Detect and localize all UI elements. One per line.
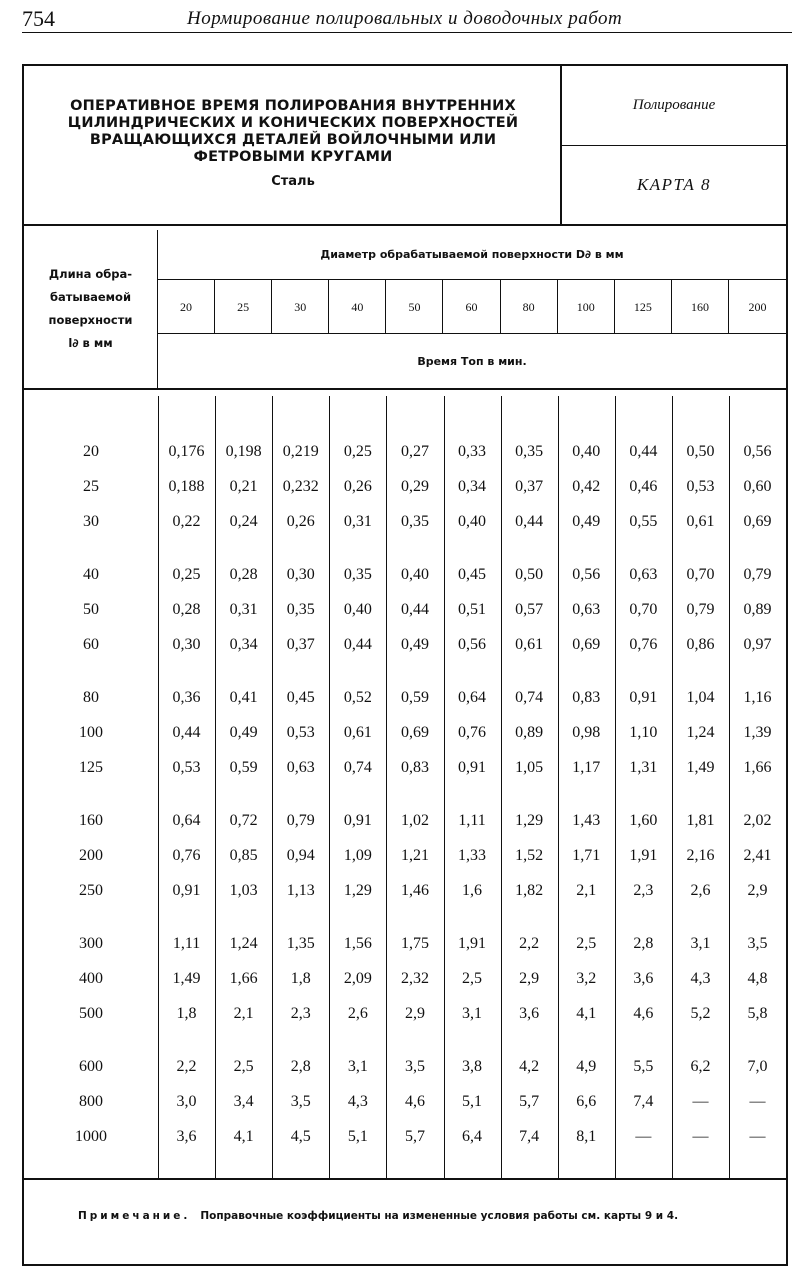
time-cell: 5,1	[462, 1093, 483, 1111]
time-cell: 2,1	[233, 1005, 254, 1023]
time-cell: 2,3	[290, 1005, 311, 1023]
row-length: 300	[79, 934, 103, 952]
time-cell: 0,83	[400, 759, 429, 777]
row-length: 100	[79, 723, 103, 741]
time-cell: 8,1	[576, 1128, 597, 1146]
table-row	[24, 751, 786, 786]
time-cell: 1,81	[686, 811, 715, 829]
diameter-header: Диаметр обрабатываемой поверхности D∂ в мм	[158, 230, 786, 280]
time-cell: 1,39	[743, 723, 772, 741]
time-cell: 1,11	[172, 934, 201, 952]
time-header: Время Tоп в мин.	[417, 354, 527, 368]
time-cell: 3,0	[176, 1093, 197, 1111]
time-cell: 0,70	[629, 600, 658, 618]
time-cell: 2,02	[743, 811, 772, 829]
time-cell: 0,98	[572, 723, 601, 741]
time-cell: 3,4	[233, 1093, 254, 1111]
table-row	[24, 628, 786, 663]
time-cell: 0,83	[572, 688, 601, 706]
row-length: 40	[83, 565, 99, 583]
diameter-col-header: 20	[158, 280, 215, 334]
time-cell: 1,8	[290, 970, 311, 988]
time-cell: 0,35	[343, 565, 372, 583]
diameter-col-header: 60	[444, 280, 501, 334]
time-cell: 1,21	[400, 847, 429, 864]
material-label: Сталь	[271, 174, 315, 189]
time-cell: 1,05	[515, 759, 544, 777]
time-cell: —	[692, 1128, 709, 1146]
time-cell: 2,6	[347, 1005, 368, 1023]
time-cell: 0,34	[229, 636, 258, 653]
table-row	[24, 997, 786, 1032]
time-cell: 0,21	[229, 477, 258, 495]
time-cell: 0,49	[400, 636, 429, 653]
table-row	[24, 434, 786, 469]
time-cell: 0,37	[286, 636, 315, 653]
table-row	[24, 839, 786, 874]
time-cell: 2,9	[404, 1005, 425, 1023]
time-cell: 1,04	[686, 688, 715, 706]
time-cell: 1,52	[515, 847, 544, 864]
time-cell: 5,7	[519, 1093, 540, 1111]
time-cell: 2,6	[690, 882, 711, 900]
time-cell: 1,43	[572, 811, 601, 829]
time-cell: 2,8	[633, 934, 654, 952]
row-length: 400	[79, 970, 103, 988]
time-cell: 5,5	[633, 1058, 654, 1075]
time-cell: 0,35	[286, 600, 315, 618]
card-title: ОПЕРАТИВНОЕ ВРЕМЯ ПОЛИРОВАНИЯ ВНУТРЕННИХ ЦИЛИНДРИЧЕСКИХ И КОНИЧЕСКИХ ПОВЕРХНОСТЕЙ ВРАЩАЮЩИХСЯ ДЕТАЛЕЙ ВОЙЛОЧНЫМИ ИЛИ ФЕТРОВЫМИ КРУГАМИ	[67, 98, 519, 165]
time-cell: 0,89	[515, 723, 544, 741]
row-length: 80	[83, 688, 99, 706]
time-cell: 0,35	[400, 512, 429, 530]
time-cell: 4,6	[633, 1005, 654, 1023]
time-cell: 0,91	[343, 811, 372, 829]
time-cell: 0,56	[743, 442, 772, 460]
time-cell: 3,5	[747, 934, 768, 952]
table-row	[24, 803, 786, 838]
time-cell: 0,63	[286, 759, 315, 777]
time-cell: 3,8	[462, 1058, 483, 1075]
length-column-header: Длина обра- батываемой поверхности l∂ в мм	[24, 230, 158, 388]
time-cell: 0,56	[458, 636, 487, 653]
time-cell: 0,59	[229, 759, 258, 777]
time-cell: 2,8	[290, 1058, 311, 1075]
time-cell: 0,44	[172, 723, 201, 741]
time-cell: 4,1	[576, 1005, 597, 1023]
time-cell: 2,9	[519, 970, 540, 988]
diameter-col-header: 30	[272, 280, 329, 334]
row-length: 250	[79, 882, 103, 900]
time-cell: 0,49	[229, 723, 258, 741]
row-length: 30	[83, 512, 99, 530]
time-cell: 0,53	[172, 759, 201, 777]
time-cell: 0,91	[629, 688, 658, 706]
time-cell: 4,6	[404, 1093, 425, 1111]
time-cell: 0,74	[343, 759, 372, 777]
time-cell: 2,2	[519, 934, 540, 952]
time-cell: 0,59	[400, 688, 429, 706]
time-cell: 0,44	[629, 442, 658, 460]
time-cell: 0,30	[286, 565, 315, 583]
time-cell: 3,1	[347, 1058, 368, 1075]
table-row	[24, 504, 786, 539]
time-cell: 1,49	[172, 970, 201, 988]
time-cell: 7,0	[747, 1058, 768, 1075]
time-cell: 1,75	[400, 934, 429, 952]
time-cell: 0,52	[343, 688, 372, 706]
row-length: 200	[79, 847, 103, 864]
time-cell: 0,76	[172, 847, 201, 864]
time-cell: 2,9	[747, 882, 768, 900]
time-cell: 0,94	[286, 847, 315, 864]
time-cell: 0,74	[515, 688, 544, 706]
table-row	[24, 962, 786, 997]
time-cell: 0,232	[282, 477, 319, 495]
time-cell: 1,66	[229, 970, 258, 988]
time-cell: 4,2	[519, 1058, 540, 1075]
time-cell: 2,5	[576, 934, 597, 952]
time-cell: 2,3	[633, 882, 654, 900]
time-cell: 0,31	[343, 512, 372, 530]
time-cell: 1,8	[176, 1005, 197, 1023]
time-cell: 0,35	[515, 442, 544, 460]
note-label: Примечание.	[78, 1210, 191, 1222]
time-cell: 0,70	[686, 565, 715, 583]
time-cell: 0,28	[172, 600, 201, 618]
time-cell: 2,32	[400, 970, 429, 988]
page-header	[22, 6, 792, 32]
diameter-col-header: 80	[501, 280, 558, 334]
time-cell: 0,176	[168, 442, 205, 460]
diameter-col-header: 200	[748, 299, 767, 314]
time-cell: 1,09	[343, 847, 372, 864]
time-cell: 1,56	[343, 934, 372, 952]
time-cell: 1,33	[458, 847, 487, 864]
diameter-col-header: 100	[558, 280, 615, 334]
diameter-col-header: 25	[215, 280, 272, 334]
time-cell: 5,7	[404, 1128, 425, 1146]
time-cell: 0,72	[229, 811, 258, 829]
time-cell: 0,40	[400, 565, 429, 583]
time-cell: 4,8	[747, 970, 768, 988]
time-cell: 0,28	[229, 565, 258, 583]
time-cell: 0,44	[343, 636, 372, 653]
time-cell: 0,97	[743, 636, 772, 653]
time-cell: 4,3	[347, 1093, 368, 1111]
row-length: 25	[83, 477, 99, 495]
row-length: 1000	[75, 1128, 107, 1146]
time-cell: 2,1	[576, 882, 597, 900]
time-cell: 0,36	[172, 688, 201, 706]
time-cell: 0,56	[572, 565, 601, 583]
table-row	[24, 715, 786, 750]
time-cell: 1,24	[229, 934, 258, 952]
diameter-col-header: 50	[386, 280, 443, 334]
time-cell: 0,22	[172, 512, 201, 530]
time-cell: 0,49	[572, 512, 601, 530]
time-cell: 0,50	[686, 442, 715, 460]
time-cell: 0,46	[629, 477, 658, 495]
time-cell: 1,71	[572, 847, 601, 864]
time-cell: 1,49	[686, 759, 715, 777]
time-cell: 3,1	[690, 934, 711, 952]
time-cell: 0,44	[515, 512, 544, 530]
time-cell: 4,5	[290, 1128, 311, 1146]
page-number: 754	[22, 6, 55, 31]
time-cell: 0,45	[286, 688, 315, 706]
time-cell: 4,3	[690, 970, 711, 988]
time-cell: 0,76	[629, 636, 658, 653]
time-cell: 2,5	[462, 970, 483, 988]
time-cell: 0,25	[172, 565, 201, 583]
time-cell: 1,66	[743, 759, 772, 777]
time-cell: 4,1	[233, 1128, 254, 1146]
time-cell: 0,76	[458, 723, 487, 741]
time-cell: 0,79	[743, 565, 772, 583]
time-cell: 3,6	[633, 970, 654, 988]
time-cell: 3,1	[462, 1005, 483, 1023]
time-cell: 0,86	[686, 636, 715, 653]
time-cell: 5,8	[747, 1005, 768, 1023]
time-cell: 0,26	[286, 512, 315, 530]
table-row	[24, 1050, 786, 1085]
time-cell: 0,50	[515, 565, 544, 583]
time-cell: —	[635, 1128, 652, 1146]
row-length: 125	[79, 759, 103, 777]
time-cell: 0,79	[686, 600, 715, 618]
time-cell: 1,91	[629, 847, 658, 864]
time-cell: 0,30	[172, 636, 201, 653]
time-cell: 0,55	[629, 512, 658, 530]
time-cell: 5,2	[690, 1005, 711, 1023]
time-cell: 0,31	[229, 600, 258, 618]
time-cell: 3,6	[176, 1128, 197, 1146]
time-cell: 1,60	[629, 811, 658, 829]
time-cell: 0,91	[458, 759, 487, 777]
row-length: 600	[79, 1058, 103, 1075]
card-title-block	[24, 66, 562, 226]
time-cell: 1,24	[686, 723, 715, 741]
time-cell: 6,6	[576, 1093, 597, 1111]
time-cell: —	[749, 1093, 766, 1111]
row-length: 500	[79, 1005, 103, 1023]
time-cell: 0,24	[229, 512, 258, 530]
time-cell: 0,33	[458, 442, 487, 460]
card-number: КАРТА 8	[562, 146, 786, 226]
time-cell: 3,5	[404, 1058, 425, 1075]
time-cell: 0,53	[286, 723, 315, 741]
time-cell: 0,69	[743, 512, 772, 530]
time-cell: 2,2	[176, 1058, 197, 1075]
time-cell: 0,25	[343, 442, 372, 460]
time-cell: 0,41	[229, 688, 258, 706]
time-cell: 0,85	[229, 847, 258, 864]
time-cell: 1,35	[286, 934, 315, 952]
time-cell: 4,9	[576, 1058, 597, 1075]
time-cell: 0,69	[400, 723, 429, 741]
time-cell: 2,16	[686, 847, 715, 864]
time-cell: 0,37	[515, 477, 544, 495]
table-row	[24, 557, 786, 592]
table-row	[24, 469, 786, 504]
time-cell: 1,46	[400, 882, 429, 900]
time-cell: 1,17	[572, 759, 601, 777]
row-length: 800	[79, 1093, 103, 1111]
time-cell: 1,10	[629, 723, 658, 741]
time-cell: 0,61	[515, 636, 544, 653]
time-cell: 6,4	[462, 1128, 483, 1146]
time-cell: 0,40	[572, 442, 601, 460]
time-cell: 3,2	[576, 970, 597, 988]
time-cell: 2,5	[233, 1058, 254, 1075]
time-cell: 0,27	[400, 442, 429, 460]
time-cell: 1,91	[458, 934, 487, 952]
time-cell: 0,44	[400, 600, 429, 618]
time-cell: 0,79	[286, 811, 315, 829]
time-cell: 1,31	[629, 759, 658, 777]
time-cell: 1,16	[743, 688, 772, 706]
diameter-values-row	[158, 280, 786, 334]
time-cell: 0,188	[168, 477, 205, 495]
running-title: Нормирование полировальных и доводочных работ	[187, 8, 623, 29]
time-cell: 0,219	[282, 442, 319, 460]
time-cell: 0,40	[343, 600, 372, 618]
time-cell: 0,91	[172, 882, 201, 900]
time-cell: 0,61	[343, 723, 372, 741]
note-text: Поправочные коэффициенты на измененные условия работы см. карты 9 и 4.	[200, 1210, 679, 1222]
time-cell: 3,6	[519, 1005, 540, 1023]
time-cell: 0,40	[458, 512, 487, 530]
time-cell: —	[749, 1128, 766, 1146]
time-cell: 1,29	[343, 882, 372, 900]
diameter-col-header: 40	[329, 280, 386, 334]
time-cell: —	[692, 1093, 709, 1111]
table-body	[24, 390, 786, 1178]
time-cell: 6,2	[690, 1058, 711, 1075]
note-area	[24, 1178, 786, 1264]
diameter-col-header: 160	[672, 280, 729, 334]
time-cell: 2,41	[743, 847, 772, 864]
row-length: 160	[79, 811, 103, 829]
time-cell: 0,63	[629, 565, 658, 583]
time-cell: 0,64	[458, 688, 487, 706]
note	[78, 1210, 778, 1222]
row-length: 60	[83, 636, 99, 653]
time-cell: 0,198	[225, 442, 262, 460]
time-cell: 1,02	[400, 811, 429, 829]
time-cell: 1,11	[458, 811, 486, 829]
time-cell: 1,82	[515, 882, 544, 900]
row-length: 50	[83, 600, 99, 618]
time-cell: 0,29	[400, 477, 429, 495]
table-row	[24, 874, 786, 909]
operation-label: Полирование	[562, 66, 786, 146]
time-cell: 0,45	[458, 565, 487, 583]
time-cell: 0,63	[572, 600, 601, 618]
time-cell: 7,4	[633, 1093, 654, 1111]
time-cell: 5,1	[347, 1128, 368, 1146]
time-cell: 7,4	[519, 1128, 540, 1146]
time-cell: 0,42	[572, 477, 601, 495]
time-cell: 0,69	[572, 636, 601, 653]
time-cell: 0,61	[686, 512, 715, 530]
table-row	[24, 1085, 786, 1120]
header-rule	[22, 32, 792, 33]
time-cell: 1,29	[515, 811, 544, 829]
time-cell: 2,09	[343, 970, 372, 988]
time-cell: 1,03	[229, 882, 258, 900]
time-cell: 0,60	[743, 477, 772, 495]
time-cell: 0,53	[686, 477, 715, 495]
row-length: 20	[83, 442, 99, 460]
time-cell: 0,57	[515, 600, 544, 618]
norm-card	[22, 64, 788, 1266]
time-cell: 1,13	[286, 882, 315, 900]
diameter-col-header: 125	[615, 280, 672, 334]
time-cell: 0,34	[458, 477, 487, 495]
time-cell: 0,89	[743, 600, 772, 618]
table-row	[24, 592, 786, 627]
time-cell: 0,51	[458, 600, 487, 618]
time-cell: 0,64	[172, 811, 201, 829]
table-row	[24, 926, 786, 961]
table-row	[24, 680, 786, 715]
time-cell: 1,6	[462, 882, 483, 900]
time-cell: 0,26	[343, 477, 372, 495]
table-row	[24, 1120, 786, 1155]
time-cell: 3,5	[290, 1093, 311, 1111]
